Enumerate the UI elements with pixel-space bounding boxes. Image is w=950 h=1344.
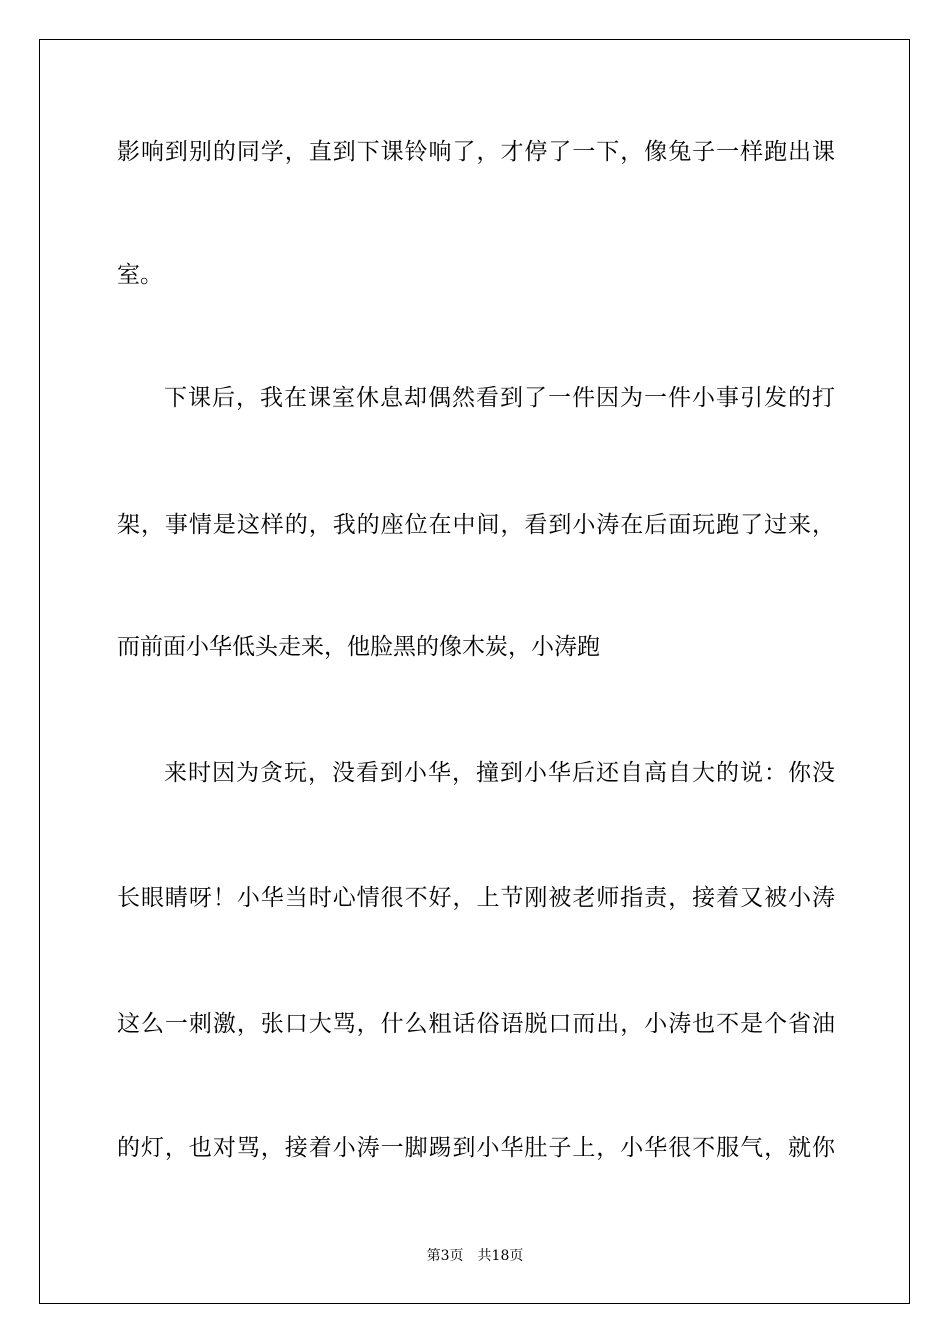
page-number-footer: 第3页 共18页 <box>426 1248 524 1264</box>
body-line-8: 这么一刺激，张口大骂，什么粗话俗语脱口而出，小涛也不是个省油 <box>117 1011 835 1037</box>
body-line-9: 的灯，也对骂，接着小涛一脚踢到小华肚子上，小华很不服气，就你 <box>117 1135 835 1161</box>
body-line-2: 室。 <box>117 262 163 288</box>
body-line-6: 来时因为贪玩，没看到小华，撞到小华后还自高自大的说：你没 <box>164 760 835 786</box>
body-line-1: 影响到别的同学，直到下课铃响了，才停了一下，像兔子一样跑出课 <box>117 139 835 165</box>
body-line-4: 架，事情是这样的，我的座位在中间，看到小涛在后面玩跑了过来， <box>117 512 835 538</box>
body-line-7: 长眼睛呀！小华当时心情很不好，上节刚被老师指责，接着又被小涛 <box>117 885 835 911</box>
page-border <box>39 39 910 1304</box>
body-line-5: 而前面小华低头走来，他脸黑的像木炭，小涛跑 <box>117 634 600 660</box>
body-line-3: 下课后，我在课室休息却偶然看到了一件因为一件小事引发的打 <box>164 385 835 411</box>
